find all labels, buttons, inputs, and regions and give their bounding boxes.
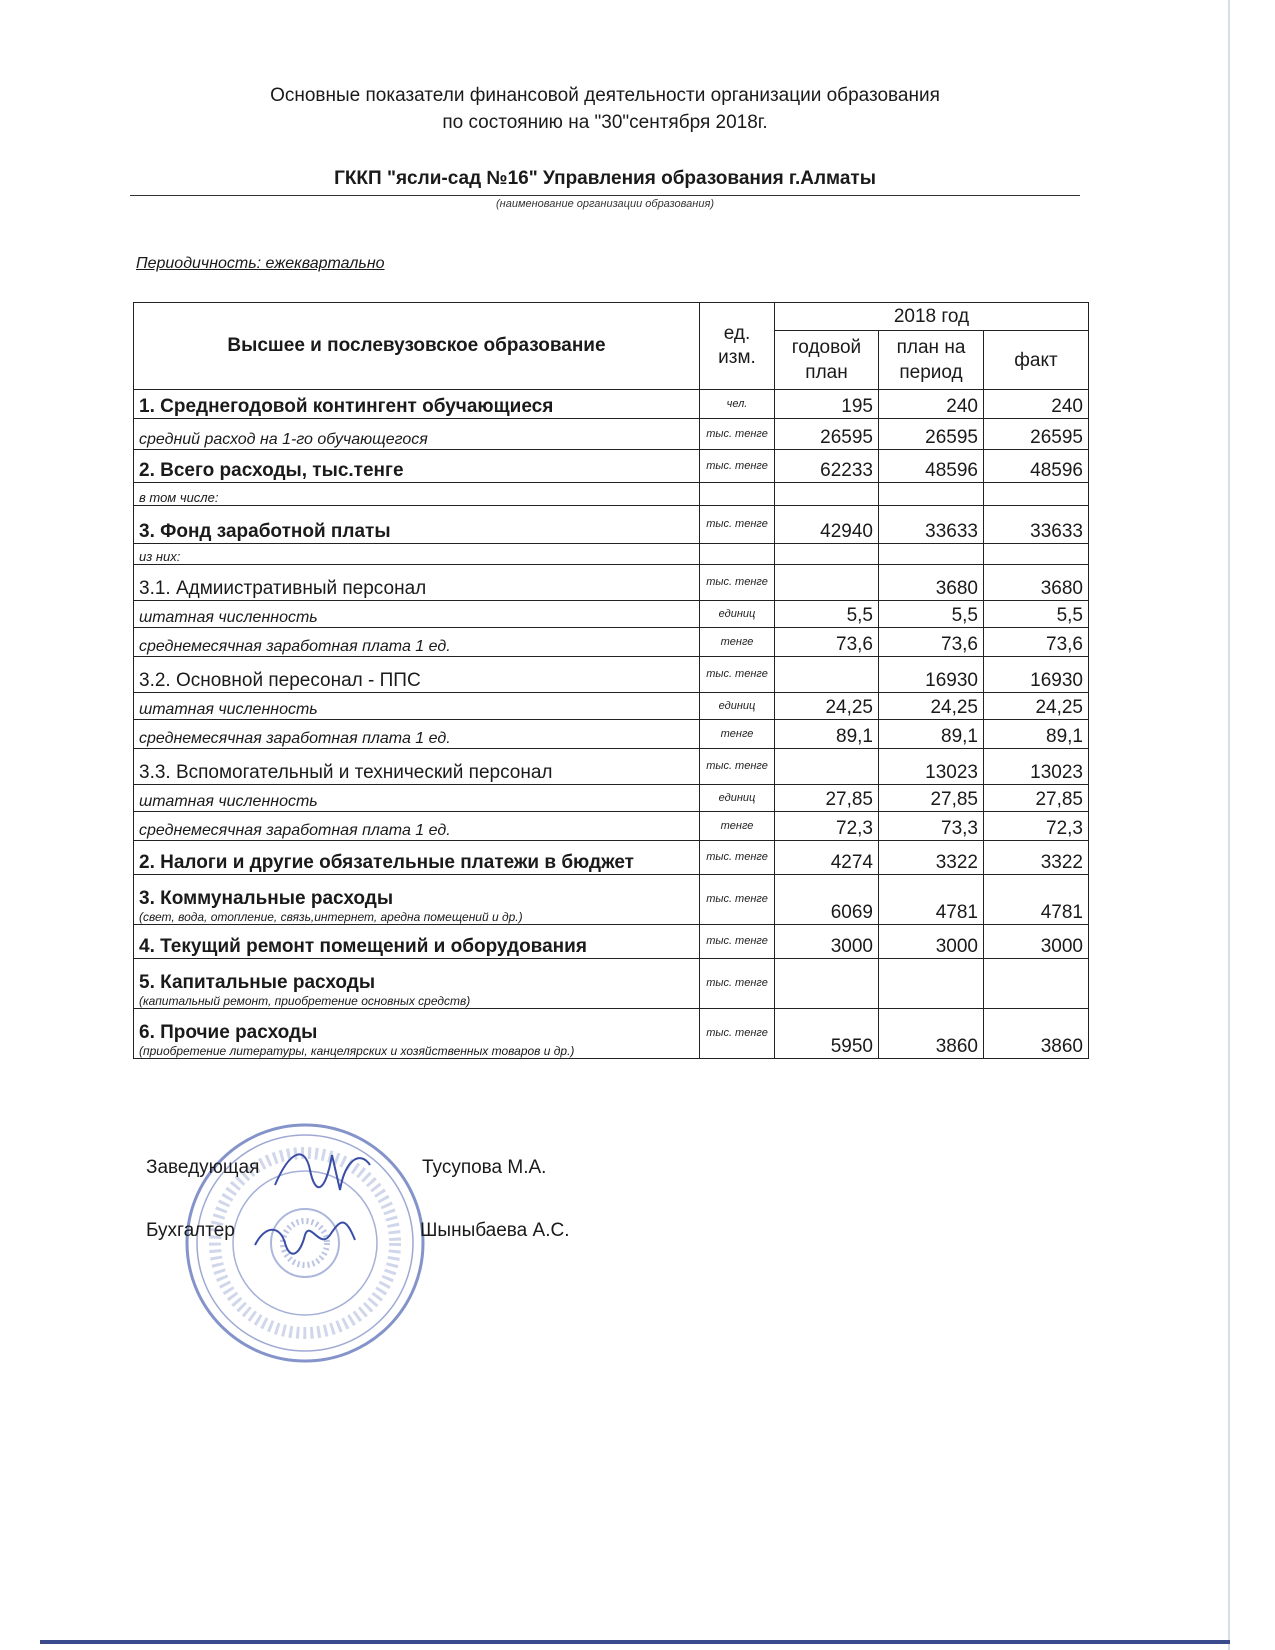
row-label-text: среднемесячная заработная плата 1 ед. [139, 638, 451, 655]
organization-name: ГККП "ясли-сад №16" Управления образования г.Алматы [334, 168, 876, 189]
cell-period: 73,3 [879, 812, 984, 841]
row-label [134, 544, 700, 565]
row-label [134, 483, 700, 506]
cell-period: 3322 [879, 841, 984, 875]
row-unit [700, 483, 775, 506]
row-unit: тенге [700, 720, 775, 749]
table-row [134, 450, 1089, 483]
cell-annual [775, 544, 879, 565]
row-label [134, 720, 700, 749]
row-unit: единиц [700, 693, 775, 720]
row-label [134, 450, 700, 483]
row-label [134, 390, 700, 419]
cell-annual: 5950 [775, 1009, 879, 1059]
row-label-text: 3.3. Вспомогательный и технический персонал [139, 762, 553, 783]
cell-period: 3680 [879, 565, 984, 601]
cell-period: 3000 [879, 925, 984, 959]
cell-annual: 62233 [775, 450, 879, 483]
organization-hint: (наименование организации образования) [496, 198, 714, 210]
cell-fact: 5,5 [984, 601, 1089, 628]
cell-fact: 24,25 [984, 693, 1089, 720]
cell-annual [775, 565, 879, 601]
cell-annual [775, 959, 879, 1009]
row-label-text: 6. Прочие расходы [139, 1022, 318, 1043]
cell-period: 26595 [879, 419, 984, 450]
cell-period: 4781 [879, 875, 984, 925]
cell-annual: 89,1 [775, 720, 879, 749]
cell-period: 89,1 [879, 720, 984, 749]
table-row [134, 812, 1089, 841]
row-label-text: 3.2. Основной пересонал - ППС [139, 670, 421, 691]
table-body [134, 390, 1089, 1059]
table-row [134, 875, 1089, 925]
row-unit: тыс. тенге [700, 565, 775, 601]
cell-annual: 42940 [775, 506, 879, 544]
cell-fact: 3322 [984, 841, 1089, 875]
cell-period: 24,25 [879, 693, 984, 720]
row-label [134, 785, 700, 812]
table-row [134, 785, 1089, 812]
page-edge-right [1228, 0, 1230, 1650]
page-edge-bottom [40, 1640, 1230, 1644]
row-unit: тыс. тенге [700, 657, 775, 693]
table-row [134, 841, 1089, 875]
row-label-text: штатная численность [139, 609, 318, 626]
table-row [134, 506, 1089, 544]
row-unit: тыс. тенге [700, 875, 775, 925]
row-unit: единиц [700, 601, 775, 628]
cell-fact: 89,1 [984, 720, 1089, 749]
cell-period: 27,85 [879, 785, 984, 812]
row-unit: тенге [700, 812, 775, 841]
cell-period: 33633 [879, 506, 984, 544]
cell-fact: 27,85 [984, 785, 1089, 812]
cell-period [879, 959, 984, 1009]
row-unit: тыс. тенге [700, 419, 775, 450]
header-period-plan: план на период [879, 331, 984, 390]
table-row [134, 693, 1089, 720]
table-row [134, 565, 1089, 601]
cell-fact: 48596 [984, 450, 1089, 483]
cell-period: 240 [879, 390, 984, 419]
row-unit: тыс. тенге [700, 841, 775, 875]
organization-underline [130, 195, 1080, 196]
table-row [134, 483, 1089, 506]
row-label-text: среднемесячная заработная плата 1 ед. [139, 730, 451, 747]
document-date: по состоянию на "30"сентября 2018г. [442, 112, 768, 133]
periodicity-label: Периодичность: ежеквартально [136, 255, 385, 272]
row-unit: единиц [700, 785, 775, 812]
cell-annual [775, 657, 879, 693]
row-label-text: в том числе: [139, 490, 219, 505]
row-label [134, 419, 700, 450]
row-unit [700, 544, 775, 565]
cell-fact [984, 544, 1089, 565]
cell-fact [984, 959, 1089, 1009]
row-unit: тыс. тенге [700, 506, 775, 544]
cell-fact: 13023 [984, 749, 1089, 785]
table-row [134, 720, 1089, 749]
row-label-text: 5. Капитальные расходы [139, 972, 376, 993]
row-label-text: 2. Всего расходы, тыс.тенге [139, 460, 404, 481]
cell-annual: 26595 [775, 419, 879, 450]
cell-annual: 72,3 [775, 812, 879, 841]
table-row [134, 419, 1089, 450]
header-main: Высшее и послевузовское образование [134, 303, 700, 390]
cell-fact [984, 483, 1089, 506]
row-label-text: 3. Фонд заработной платы [139, 521, 391, 542]
signatory-role-head: Заведующая [146, 1157, 260, 1178]
row-unit: тыс. тенге [700, 959, 775, 1009]
cell-period: 48596 [879, 450, 984, 483]
row-unit: тыс. тенге [700, 450, 775, 483]
row-label [134, 841, 700, 875]
row-unit: тыс. тенге [700, 925, 775, 959]
signature-head [270, 1140, 380, 1200]
row-unit: тыс. тенге [700, 1009, 775, 1059]
row-unit: чел. [700, 390, 775, 419]
cell-period: 13023 [879, 749, 984, 785]
row-label-text: 2. Налоги и другие обязательные платежи в бюджет [139, 852, 634, 873]
row-label [134, 925, 700, 959]
row-label [134, 601, 700, 628]
row-label [134, 628, 700, 657]
cell-fact: 3000 [984, 925, 1089, 959]
cell-annual [775, 483, 879, 506]
row-label-text: 4. Текущий ремонт помещений и оборудования [139, 936, 587, 957]
cell-fact: 33633 [984, 506, 1089, 544]
signatory-name-accountant: Шыныбаева А.С. [420, 1220, 570, 1241]
header-annual-plan: годовой план [775, 331, 879, 390]
row-label-text: штатная численность [139, 701, 318, 718]
row-label-text: среднемесячная заработная плата 1 ед. [139, 822, 451, 839]
row-label [134, 749, 700, 785]
header-fact: факт [984, 331, 1089, 390]
row-label-text: 3.1. Адмиистративный персонал [139, 578, 427, 599]
row-unit: тыс. тенге [700, 749, 775, 785]
cell-period: 5,5 [879, 601, 984, 628]
row-label [134, 657, 700, 693]
cell-annual: 6069 [775, 875, 879, 925]
cell-fact: 26595 [984, 419, 1089, 450]
cell-annual [775, 749, 879, 785]
cell-fact: 72,3 [984, 812, 1089, 841]
row-label [134, 693, 700, 720]
row-label-text: 3. Коммунальные расходы [139, 888, 394, 909]
table-row [134, 544, 1089, 565]
header-year: 2018 год [775, 303, 1089, 331]
cell-period: 73,6 [879, 628, 984, 657]
cell-period: 16930 [879, 657, 984, 693]
cell-fact: 73,6 [984, 628, 1089, 657]
row-unit: тенге [700, 628, 775, 657]
cell-fact: 16930 [984, 657, 1089, 693]
signatory-name-head: Тусупова М.А. [422, 1157, 547, 1178]
table-row [134, 390, 1089, 419]
row-sublabel: (свет, вода, отопление, связь,интернет, аредна помещений и др.) [139, 910, 523, 924]
row-label-text: средний расход на 1-го обучающегося [139, 431, 428, 448]
signatory-role-accountant: Бухгалтер [146, 1220, 235, 1241]
cell-period [879, 544, 984, 565]
row-sublabel: (приобретение литературы, канцелярских и хозяйственных товаров и др.) [139, 1044, 575, 1058]
table-row [134, 628, 1089, 657]
table-row [134, 925, 1089, 959]
row-sublabel: (капитальный ремонт, приобретение основных средств) [139, 994, 471, 1008]
row-label-text: 1. Среднегодовой контингент обучающиеся [139, 396, 554, 417]
financial-table [133, 302, 1089, 1059]
table-row [134, 1009, 1089, 1059]
cell-annual: 195 [775, 390, 879, 419]
cell-fact: 4781 [984, 875, 1089, 925]
signature-accountant [250, 1205, 360, 1265]
table-row [134, 657, 1089, 693]
header-unit: ед. изм. [700, 303, 775, 390]
table-row [134, 959, 1089, 1009]
row-label-text: из них: [139, 549, 181, 564]
cell-annual: 27,85 [775, 785, 879, 812]
row-label [134, 812, 700, 841]
row-label [134, 506, 700, 544]
row-label [134, 875, 700, 925]
cell-fact: 240 [984, 390, 1089, 419]
document-title: Основные показатели финансовой деятельности организации образования [270, 85, 940, 106]
table-row [134, 601, 1089, 628]
table-row [134, 749, 1089, 785]
cell-fact: 3860 [984, 1009, 1089, 1059]
cell-period: 3860 [879, 1009, 984, 1059]
row-label-text: штатная численность [139, 793, 318, 810]
cell-fact: 3680 [984, 565, 1089, 601]
row-label [134, 565, 700, 601]
cell-annual: 73,6 [775, 628, 879, 657]
cell-period [879, 483, 984, 506]
row-label [134, 1009, 700, 1059]
cell-annual: 5,5 [775, 601, 879, 628]
cell-annual: 4274 [775, 841, 879, 875]
row-label [134, 959, 700, 1009]
cell-annual: 3000 [775, 925, 879, 959]
cell-annual: 24,25 [775, 693, 879, 720]
